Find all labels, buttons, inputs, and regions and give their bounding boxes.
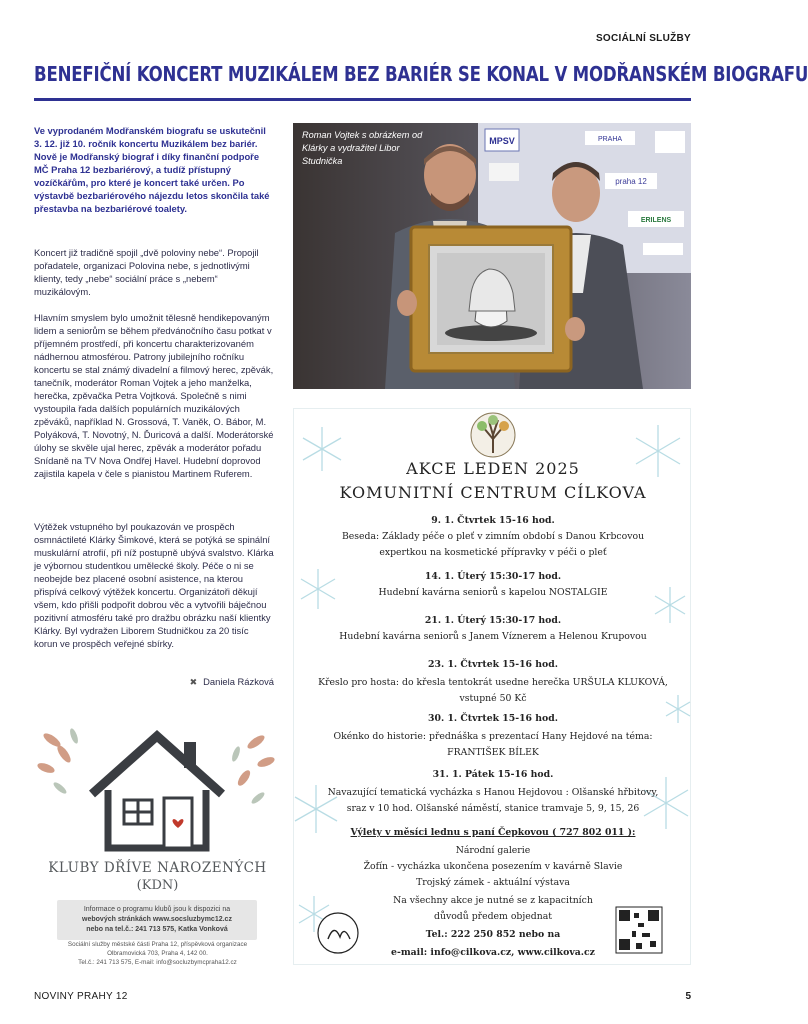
kdn-footer-line: Olbramovická 703, Praha 4, 142 00.	[107, 950, 208, 957]
event-date: 30. 1. Čtvrtek 15-16 hod.	[428, 713, 558, 724]
author-name: Daniela Rázková	[203, 676, 274, 687]
trip-item: Žofín - vycházka ukončena posezením v kavárně Slavie	[363, 861, 623, 872]
article-author	[34, 676, 274, 688]
event-line: Hudební kavárna seniorů s kapelou NOSTALGIE	[378, 587, 608, 598]
event-poster	[293, 408, 691, 965]
kdn-subtitle: (KDN)	[136, 878, 179, 893]
poster-title-1: AKCE LEDEN 2025	[406, 459, 580, 478]
booking-note: důvodů předem objednat	[434, 911, 552, 922]
kdn-title: KLUBY DŘÍVE NAROZENÝCH	[48, 860, 267, 876]
kdn-footer-line: Sociální služby městské části Praha 12, příspěvková organizace	[67, 941, 248, 948]
kdn-info-line: nebo na tel.č.: 241 713 575, Katka Vonková	[86, 926, 228, 933]
event-date: 9. 1. Čtvrtek 15-16 hod.	[431, 515, 555, 526]
kdn-info-line: Informace o programu klubů jsou k dispozici na	[83, 906, 231, 913]
section-label: SOCIÁLNÍ SLUŽBY	[595, 33, 691, 44]
article-paragraph-2: Hlavním smyslem bylo umožnit tělesně hendikepovaným lidem a seniorům se během předvánočního času potkat v příjemném prostředí, při koncertu charakterizovaném nádhernou atmosférou. Patrony jubilejního ročníku koncertu se stal známý divadelní a filmový herec, zpěvák, tanečník, moderátor Roman Vojtek a jeho manželka, herečka, zpěvačka Petra Vojtková. Společně s nimi vystoupila řada dalších populárních muzikálových zpěváků, například N. Grossová, T. Vaněk, O. Bábor, M. Polyáková, T. Novotný, N. Ďuricová a další. Moderátorské úlohy se skvěle ujal herec, zpěvák a moderátor pořadu Snídaně na TV Nova Ondřej Havel. Hudební doprovod zajistila kapela v čele s pianistou Martinem Ruferem.	[34, 312, 274, 479]
backdrop-logo-erilens: ERILENS	[640, 217, 672, 224]
headline-rule	[34, 98, 691, 101]
event-line: Beseda: Základy péče o pleť v zimním období s Danou Krbcovou	[341, 531, 645, 542]
backdrop-logo-mpsv: MPSV	[489, 136, 515, 146]
author-mark-icon: ✖	[189, 677, 198, 687]
event-line: Hudební kavárna seniorů s Janem Víznerem a Helenou Krupovou	[339, 631, 647, 642]
kdn-footer-line: Tel.č.: 241 713 575, E-mail: info@socluzbymcpraha12.cz	[78, 959, 237, 966]
article-paragraph-1: Koncert již tradičně spojil „dvě poloviny nebe“. Propojil pořadatele, organizaci Polovina nebe, s jednotlivými klienty, tedy „nebe“ sociální práce s „nebem“ muzikálovým.	[34, 247, 259, 297]
publication-name: NOVINY PRAHY 12	[34, 991, 128, 1002]
event-line: expertkou na kosmetické přípravky v péči o pleť	[379, 547, 607, 558]
trips-heading: Výlety v měsíci lednu s paní Čepkovou ( 727 802 011 ):	[350, 827, 636, 838]
contact-phone: Tel.: 222 250 852 nebo na	[425, 929, 561, 940]
event-line: Navazující tematická vycházka s Hanou Hejdovou : Olšanské hřbitovy,	[327, 787, 659, 798]
event-line: Křeslo pro hosta: do křesla tentokrát usedne herečka URŠULA KLUKOVÁ,	[318, 677, 668, 688]
backdrop-logo-praha: PRAHA	[597, 136, 623, 143]
poster-title-2: KOMUNITNÍ CENTRUM CÍLKOVA	[339, 483, 647, 502]
photo-caption: Roman Vojtek s obrázkem od Klárky a vydražitel Libor Studnička	[302, 130, 423, 166]
article-headline: BENEFIČNÍ KONCERT MUZIKÁLEM BEZ BARIÉR SE KONAL V MODŘANSKÉM BIOGRAFU	[34, 62, 808, 86]
kdn-info-box	[57, 900, 257, 940]
booking-note: Na všechny akce je nutné se z kapacitních	[393, 895, 593, 906]
article-paragraph-3: Výtěžek vstupného byl poukazován ve prospěch osmnáctileté Klárky Šimkové, která se potýká se spinální muskulární atrofií, při níž postupně ubývá svalstvo. Klárka je výbornou studentkou umělecké školy. Péče o ni se neobejde bez placené osobní asistence, na kterou přispívá celkový výtěžek koncertu. Organizátoři děkují všem, kdo přišli podpořit dobrou věc a vytvořili báječnou pozitivní atmosféru také pro dražbu obrázku naší klientky Klárky. Byl vydražen Liborem Studničkou za 20 tisíc korun ve prospěch veřejné sbírky.	[34, 521, 274, 649]
article-lead: Ve vyprodaném Modřanském biografu se uskutečnil 3. 12. již 10. ročník koncertu Muzikálem bez bariér. Nově je Modřanský biograf i díky finanční podpoře MČ Praha 12 bezbariérový, a tudíž přístupný vozíčkářům, pro které je koncert také určen. Po výstavbě bezbariérového nájezdu letos skončila také přestavba na bezbariérové toalety.	[34, 125, 270, 214]
kdn-info-line: webových stránkách www.socsluzbymc12.cz	[82, 916, 232, 923]
event-line: vstupné 50 Kč	[459, 693, 527, 704]
page-number: 5	[685, 991, 691, 1002]
backdrop-logo-praha12: praha 12	[615, 177, 647, 186]
event-line: sraz v 10 hod. Olšanské náměstí, stanice tramvaje 5, 9, 15, 26	[346, 803, 640, 814]
kdn-advert	[34, 718, 281, 965]
event-date: 21. 1. Úterý 15:30-17 hod.	[424, 615, 562, 626]
trip-item: Národní galerie	[455, 845, 531, 856]
trip-item: Trojský zámek - aktuální výstava	[416, 877, 570, 888]
event-date: 23. 1. Čtvrtek 15-16 hod.	[428, 659, 558, 670]
event-line: Okénko do historie: přednáška s prezentací Hany Hejdové na téma:	[333, 731, 653, 742]
event-date: 31. 1. Pátek 15-16 hod.	[432, 769, 554, 780]
kdn-footer	[40, 940, 275, 967]
event-date: 14. 1. Úterý 15:30-17 hod.	[424, 571, 562, 582]
contact-email: e-mail: info@cilkova.cz, www.cilkova.cz	[391, 947, 595, 958]
event-line: FRANTIŠEK BÍLEK	[447, 747, 539, 758]
